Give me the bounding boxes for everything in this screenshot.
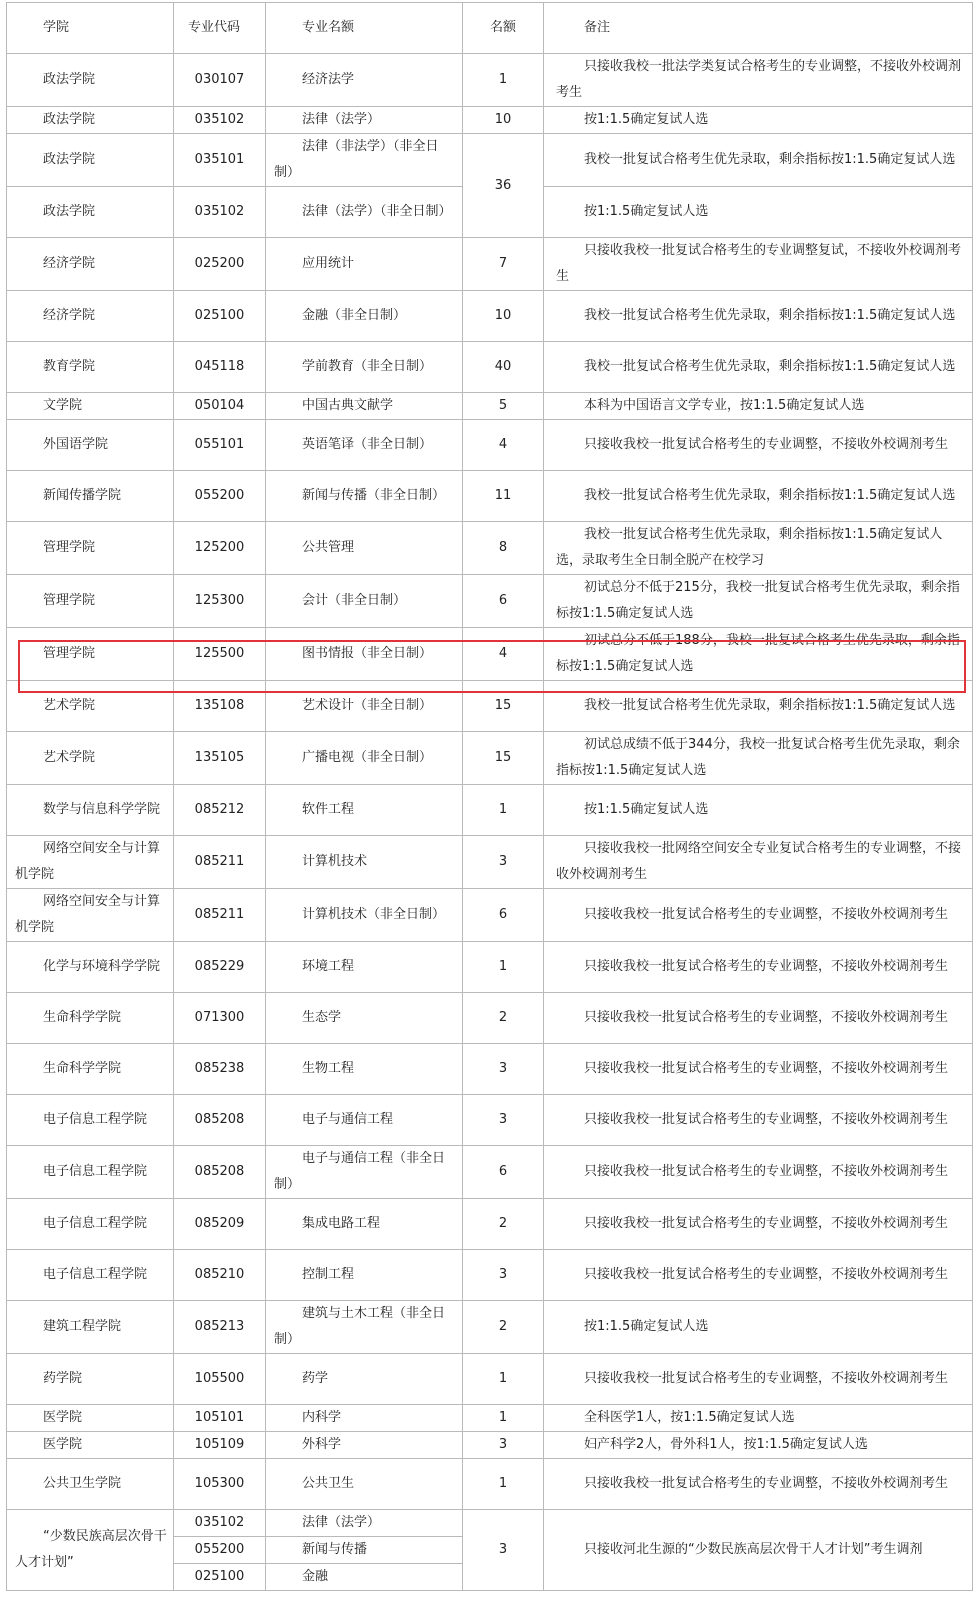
table-row <box>7 291 973 342</box>
note-cell: 只接收我校一批法学类复试合格考生的专业调整，不接收外校调剂考生 <box>544 54 973 107</box>
note-cell: 只接收我校一批复试合格考生的专业调整，不接收外校调剂考生 <box>544 889 973 942</box>
table-row <box>7 1354 973 1405</box>
table-row <box>7 1432 973 1459</box>
major-cell: 艺术设计（非全日制） <box>266 681 463 732</box>
major-cell: 广播电视（非全日制） <box>266 732 463 785</box>
note-cell: 本科为中国语言文学专业，按1:1.5确定复试人选 <box>544 393 973 420</box>
note-cell: 只接收河北生源的“少数民族高层次骨干人才计划”考生调剂 <box>544 1510 973 1591</box>
quota-cell: 10 <box>463 107 544 134</box>
quota-cell: 1 <box>463 54 544 107</box>
quota-cell: 10 <box>463 291 544 342</box>
code-cell: 125200 <box>174 522 266 575</box>
table-row <box>7 471 973 522</box>
code-cell: 045118 <box>174 342 266 393</box>
admission-table <box>6 2 973 1591</box>
college-cell: 电子信息工程学院 <box>7 1199 174 1250</box>
quota-cell: 6 <box>463 1146 544 1199</box>
college-cell: 医学院 <box>7 1432 174 1459</box>
note-cell: 只接收我校一批复试合格考生的专业调整复试，不接收外校调剂考生 <box>544 238 973 291</box>
table-row <box>7 942 973 993</box>
code-cell: 035102 <box>174 107 266 134</box>
quota-cell: 1 <box>463 1459 544 1510</box>
quota-cell: 36 <box>463 134 544 238</box>
header-code: 专业代码 <box>174 3 266 54</box>
table-row <box>7 420 973 471</box>
quota-cell: 3 <box>463 1250 544 1301</box>
college-cell: 建筑工程学院 <box>7 1301 174 1354</box>
quota-cell: 15 <box>463 732 544 785</box>
table-row <box>7 1250 973 1301</box>
note-cell: 只接收我校一批复试合格考生的专业调整，不接收外校调剂考生 <box>544 993 973 1044</box>
quota-cell: 3 <box>463 1510 544 1591</box>
college-cell: 政法学院 <box>7 134 174 187</box>
major-cell: 会计（非全日制） <box>266 575 463 628</box>
quota-cell: 4 <box>463 628 544 681</box>
major-cell: 软件工程 <box>266 785 463 836</box>
major-cell: 法律（法学） <box>266 1510 463 1537</box>
college-cell: “少数民族高层次骨干人才计划” <box>7 1510 174 1591</box>
quota-cell: 1 <box>463 1354 544 1405</box>
college-cell: 政法学院 <box>7 54 174 107</box>
college-cell: 医学院 <box>7 1405 174 1432</box>
major-cell: 公共卫生 <box>266 1459 463 1510</box>
quota-cell: 8 <box>463 522 544 575</box>
code-cell: 071300 <box>174 993 266 1044</box>
note-cell: 只接收我校一批复试合格考生的专业调整，不接收外校调剂考生 <box>544 942 973 993</box>
major-cell: 图书情报（非全日制） <box>266 628 463 681</box>
quota-cell: 3 <box>463 1095 544 1146</box>
code-cell: 055200 <box>174 1537 266 1564</box>
code-cell: 050104 <box>174 393 266 420</box>
college-cell: 艺术学院 <box>7 681 174 732</box>
quota-cell: 1 <box>463 785 544 836</box>
quota-cell: 7 <box>463 238 544 291</box>
table-row <box>7 681 973 732</box>
major-cell: 生态学 <box>266 993 463 1044</box>
quota-cell: 2 <box>463 1199 544 1250</box>
code-cell: 025100 <box>174 291 266 342</box>
major-cell: 电子与通信工程（非全日制） <box>266 1146 463 1199</box>
note-cell: 妇产科学2人，骨外科1人，按1:1.5确定复试人选 <box>544 1432 973 1459</box>
note-cell: 只接收我校一批网络空间安全专业复试合格考生的专业调整，不接收外校调剂考生 <box>544 836 973 889</box>
major-cell: 中国古典文献学 <box>266 393 463 420</box>
code-cell: 085211 <box>174 836 266 889</box>
note-cell: 我校一批复试合格考生优先录取，剩余指标按1:1.5确定复试人选 <box>544 342 973 393</box>
table-row <box>7 575 973 628</box>
college-cell: 数学与信息科学学院 <box>7 785 174 836</box>
note-cell: 按1:1.5确定复试人选 <box>544 107 973 134</box>
code-cell: 085211 <box>174 889 266 942</box>
college-cell: 生命科学学院 <box>7 993 174 1044</box>
major-cell: 新闻与传播 <box>266 1537 463 1564</box>
table-row <box>7 393 973 420</box>
major-cell: 控制工程 <box>266 1250 463 1301</box>
note-cell: 我校一批复试合格考生优先录取，剩余指标按1:1.5确定复试人选 <box>544 471 973 522</box>
major-cell: 计算机技术 <box>266 836 463 889</box>
note-cell: 我校一批复试合格考生优先录取，剩余指标按1:1.5确定复试人选 <box>544 134 973 187</box>
note-cell: 我校一批复试合格考生优先录取，剩余指标按1:1.5确定复试人选 <box>544 681 973 732</box>
college-cell: 管理学院 <box>7 522 174 575</box>
major-cell: 计算机技术（非全日制） <box>266 889 463 942</box>
header-note: 备注 <box>544 3 973 54</box>
college-cell: 教育学院 <box>7 342 174 393</box>
quota-cell: 3 <box>463 1432 544 1459</box>
college-cell: 生命科学学院 <box>7 1044 174 1095</box>
major-cell: 金融（非全日制） <box>266 291 463 342</box>
code-cell: 105300 <box>174 1459 266 1510</box>
code-cell: 085229 <box>174 942 266 993</box>
table-row <box>7 342 973 393</box>
note-cell: 全科医学1人，按1:1.5确定复试人选 <box>544 1405 973 1432</box>
college-cell: 外国语学院 <box>7 420 174 471</box>
major-cell: 建筑与土木工程（非全日制） <box>266 1301 463 1354</box>
college-cell: 经济学院 <box>7 238 174 291</box>
code-cell: 085238 <box>174 1044 266 1095</box>
major-cell: 新闻与传播（非全日制） <box>266 471 463 522</box>
code-cell: 135105 <box>174 732 266 785</box>
major-cell: 法律（非法学）（非全日制） <box>266 134 463 187</box>
note-cell: 只接收我校一批复试合格考生的专业调整，不接收外校调剂考生 <box>544 1459 973 1510</box>
college-cell: 化学与环境科学学院 <box>7 942 174 993</box>
code-cell: 125500 <box>174 628 266 681</box>
header-quota: 名额 <box>463 3 544 54</box>
major-cell: 金融 <box>266 1564 463 1591</box>
table-row <box>7 1146 973 1199</box>
note-cell: 我校一批复试合格考生优先录取，剩余指标按1:1.5确定复试人选 <box>544 291 973 342</box>
code-cell: 085212 <box>174 785 266 836</box>
college-cell: 药学院 <box>7 1354 174 1405</box>
table-row <box>7 1510 973 1537</box>
major-cell: 公共管理 <box>266 522 463 575</box>
table-row <box>7 1044 973 1095</box>
major-cell: 生物工程 <box>266 1044 463 1095</box>
quota-cell: 40 <box>463 342 544 393</box>
code-cell: 035102 <box>174 187 266 238</box>
table-row <box>7 836 973 889</box>
table-row <box>7 54 973 107</box>
note-cell: 只接收我校一批复试合格考生的专业调整，不接收外校调剂考生 <box>544 1250 973 1301</box>
table-row <box>7 628 973 681</box>
header-college: 学院 <box>7 3 174 54</box>
college-cell: 管理学院 <box>7 628 174 681</box>
note-cell: 按1:1.5确定复试人选 <box>544 187 973 238</box>
quota-cell: 4 <box>463 420 544 471</box>
major-cell: 经济法学 <box>266 54 463 107</box>
code-cell: 055101 <box>174 420 266 471</box>
code-cell: 085209 <box>174 1199 266 1250</box>
quota-cell: 1 <box>463 1405 544 1432</box>
major-cell: 药学 <box>266 1354 463 1405</box>
table-row <box>7 134 973 187</box>
college-cell: 网络空间安全与计算机学院 <box>7 889 174 942</box>
table-row <box>7 1095 973 1146</box>
quota-cell: 2 <box>463 1301 544 1354</box>
quota-cell: 6 <box>463 575 544 628</box>
quota-cell: 15 <box>463 681 544 732</box>
major-cell: 外科学 <box>266 1432 463 1459</box>
table-row <box>7 522 973 575</box>
major-cell: 集成电路工程 <box>266 1199 463 1250</box>
quota-cell: 3 <box>463 1044 544 1095</box>
major-cell: 英语笔译（非全日制） <box>266 420 463 471</box>
table-row <box>7 1405 973 1432</box>
major-cell: 电子与通信工程 <box>266 1095 463 1146</box>
table-row <box>7 732 973 785</box>
code-cell: 055200 <box>174 471 266 522</box>
quota-cell: 11 <box>463 471 544 522</box>
header-major: 专业名额 <box>266 3 463 54</box>
college-cell: 政法学院 <box>7 107 174 134</box>
note-cell: 只接收我校一批复试合格考生的专业调整，不接收外校调剂考生 <box>544 1146 973 1199</box>
header-row <box>7 3 973 54</box>
quota-cell: 1 <box>463 942 544 993</box>
quota-cell: 2 <box>463 993 544 1044</box>
note-cell: 初试总成绩不低于344分，我校一批复试合格考生优先录取，剩余指标按1:1.5确定复试人选 <box>544 732 973 785</box>
code-cell: 105101 <box>174 1405 266 1432</box>
quota-cell: 5 <box>463 393 544 420</box>
college-cell: 政法学院 <box>7 187 174 238</box>
table-row <box>7 993 973 1044</box>
code-cell: 085208 <box>174 1095 266 1146</box>
college-cell: 管理学院 <box>7 575 174 628</box>
note-cell: 按1:1.5确定复试人选 <box>544 785 973 836</box>
note-cell: 初试总分不低于188分，我校一批复试合格考生优先录取，剩余指标按1:1.5确定复试人选 <box>544 628 973 681</box>
note-cell: 只接收我校一批复试合格考生的专业调整，不接收外校调剂考生 <box>544 420 973 471</box>
table-row <box>7 785 973 836</box>
college-cell: 网络空间安全与计算机学院 <box>7 836 174 889</box>
code-cell: 105109 <box>174 1432 266 1459</box>
quota-cell: 6 <box>463 889 544 942</box>
table-row <box>7 1459 973 1510</box>
college-cell: 经济学院 <box>7 291 174 342</box>
table-row <box>7 238 973 291</box>
note-cell: 我校一批复试合格考生优先录取，剩余指标按1:1.5确定复试人选，录取考生全日制全脱产在校学习 <box>544 522 973 575</box>
table-row <box>7 1301 973 1354</box>
code-cell: 035101 <box>174 134 266 187</box>
note-cell: 只接收我校一批复试合格考生的专业调整，不接收外校调剂考生 <box>544 1095 973 1146</box>
code-cell: 030107 <box>174 54 266 107</box>
college-cell: 公共卫生学院 <box>7 1459 174 1510</box>
code-cell: 105500 <box>174 1354 266 1405</box>
major-cell: 应用统计 <box>266 238 463 291</box>
major-cell: 内科学 <box>266 1405 463 1432</box>
major-cell: 学前教育（非全日制） <box>266 342 463 393</box>
college-cell: 电子信息工程学院 <box>7 1095 174 1146</box>
table-row <box>7 889 973 942</box>
college-cell: 新闻传播学院 <box>7 471 174 522</box>
note-cell: 只接收我校一批复试合格考生的专业调整，不接收外校调剂考生 <box>544 1199 973 1250</box>
note-cell: 初试总分不低于215分，我校一批复试合格考生优先录取，剩余指标按1:1.5确定复试人选 <box>544 575 973 628</box>
code-cell: 125300 <box>174 575 266 628</box>
code-cell: 035102 <box>174 1510 266 1537</box>
major-cell: 环境工程 <box>266 942 463 993</box>
college-cell: 电子信息工程学院 <box>7 1146 174 1199</box>
table-row <box>7 107 973 134</box>
college-cell: 艺术学院 <box>7 732 174 785</box>
note-cell: 按1:1.5确定复试人选 <box>544 1301 973 1354</box>
major-cell: 法律（法学）（非全日制） <box>266 187 463 238</box>
note-cell: 只接收我校一批复试合格考生的专业调整，不接收外校调剂考生 <box>544 1044 973 1095</box>
code-cell: 085208 <box>174 1146 266 1199</box>
code-cell: 085210 <box>174 1250 266 1301</box>
college-cell: 电子信息工程学院 <box>7 1250 174 1301</box>
note-cell: 只接收我校一批复试合格考生的专业调整，不接收外校调剂考生 <box>544 1354 973 1405</box>
code-cell: 025200 <box>174 238 266 291</box>
code-cell: 135108 <box>174 681 266 732</box>
code-cell: 085213 <box>174 1301 266 1354</box>
major-cell: 法律（法学） <box>266 107 463 134</box>
quota-cell: 3 <box>463 836 544 889</box>
table-row <box>7 1199 973 1250</box>
college-cell: 文学院 <box>7 393 174 420</box>
code-cell: 025100 <box>174 1564 266 1591</box>
